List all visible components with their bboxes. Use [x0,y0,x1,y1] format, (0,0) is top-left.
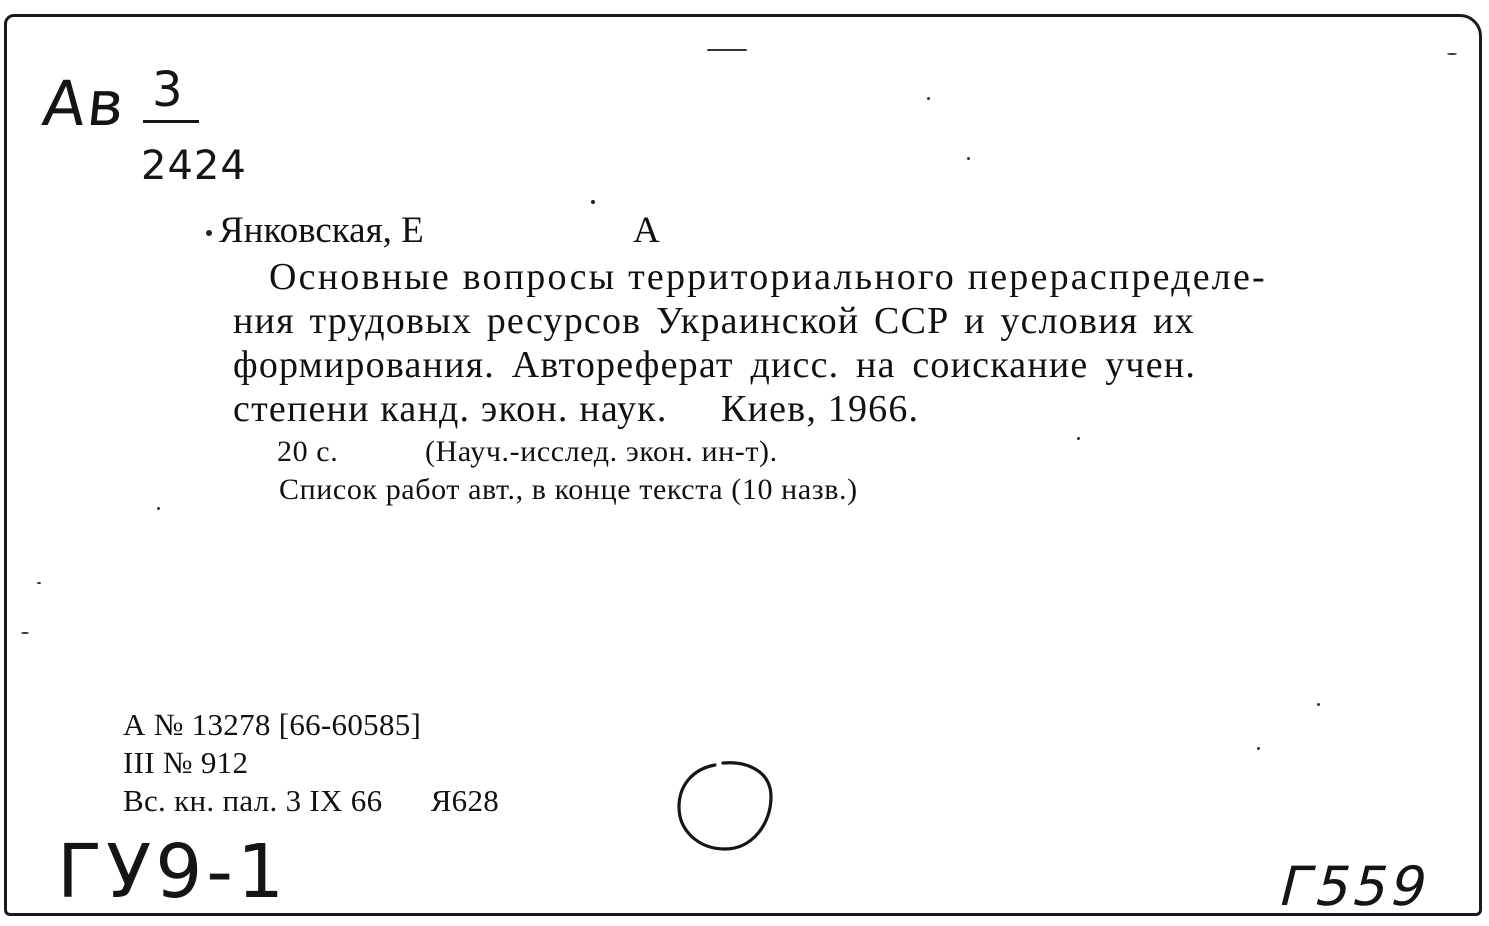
institution-note: (Науч.-исслед. экон. ин-т). [425,435,778,468]
author-initial: А [633,210,660,251]
speck-mark [37,582,41,584]
speck-mark [927,97,930,100]
shelf-mark-fraction-bar [143,120,199,123]
author-surname: Янковская, Е [219,210,424,251]
speck-mark [1077,437,1080,440]
author-bullet [206,230,212,236]
speck-mark [157,507,160,510]
shelf-mark-numerator: 3 [152,62,185,118]
catalog-card [4,14,1482,916]
bibliography-note: Список работ авт., в конце текста (10 назв.) [279,473,858,506]
speck-mark [707,49,747,51]
accession-line-2: III № 912 [123,745,249,780]
accession-line-3: Вс. кн. пал. 3 IX 66 Я628 [123,783,500,818]
accession-line-1: А № 13278 [66-60585] [123,707,422,742]
description-line-1: Основные вопросы территориального перераспределе- [269,256,1267,298]
description-line-2: ния трудовых ресурсов Украинской ССР и условия их [233,300,1195,342]
circle-stamp-mark [675,759,775,853]
speck-mark [21,632,29,634]
shelf-mark-denominator: 2424 [141,143,247,189]
description-line-3: формирования. Автореферат дисс. на соискание учен. [233,344,1197,386]
speck-mark [967,157,970,160]
handwritten-code-bottom-right: Г559 [1273,855,1437,918]
handwritten-code-bottom-left: ГУ9-1 [57,829,289,915]
speck-mark [1447,53,1457,55]
pages-count: 20 с. [277,435,339,468]
speck-mark [1257,747,1260,750]
shelf-mark-prefix: Ав [39,67,130,140]
description-line-4: степени канд. экон. наук. Киев, 1966. [233,388,920,430]
speck-mark [591,200,595,204]
speck-mark [1317,703,1320,706]
